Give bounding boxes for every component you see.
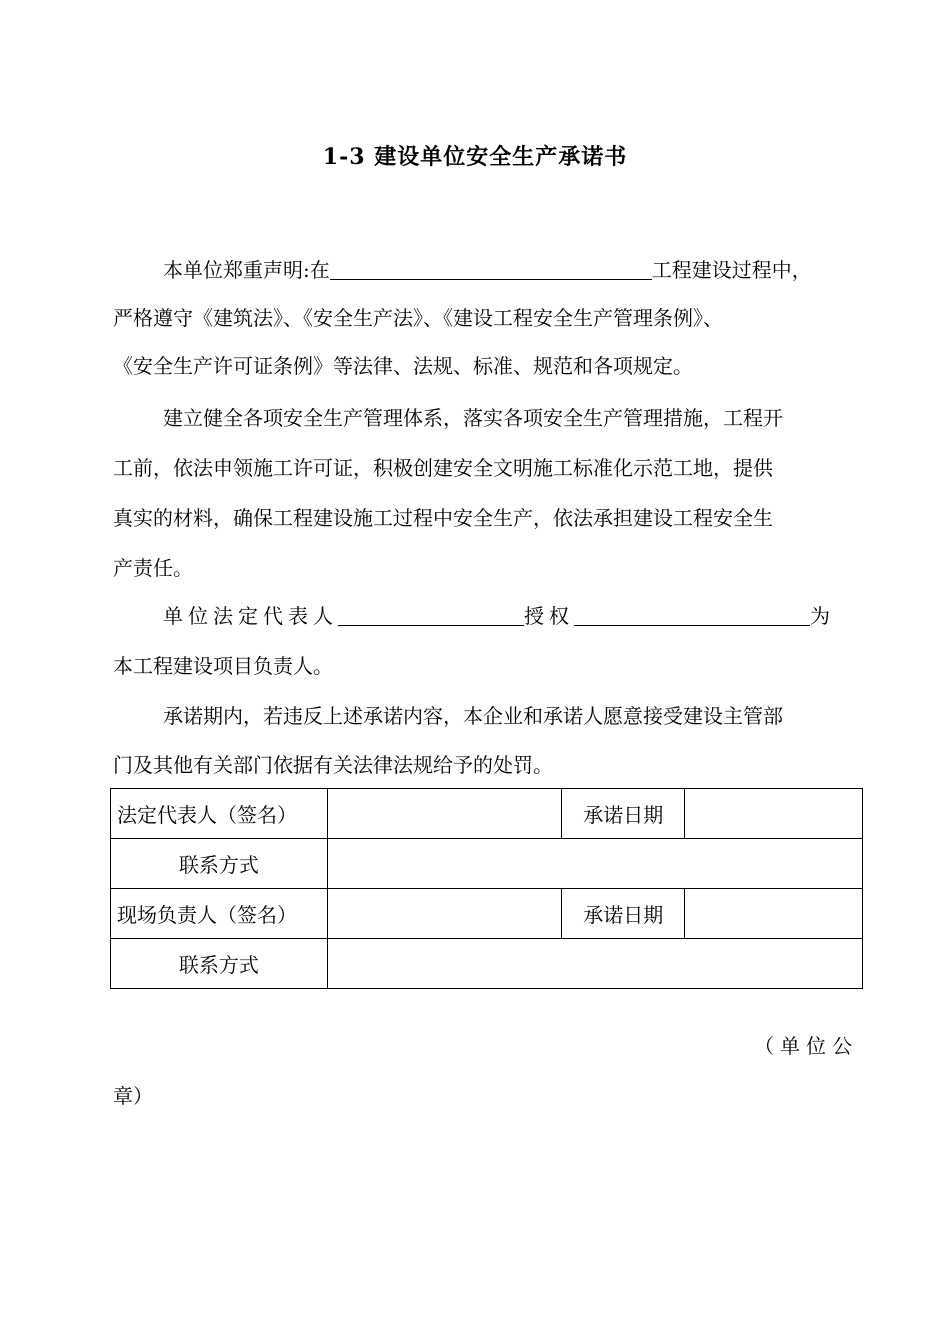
legal-rep-date-cell[interactable] <box>685 789 863 839</box>
seal-note-line1: （单位公 <box>754 1034 858 1058</box>
legal-rep-blank[interactable] <box>338 603 524 626</box>
legal-rep-signature-cell[interactable] <box>327 789 562 839</box>
site-manager-signature-label: 现场负责人（签名） <box>111 889 328 939</box>
table-row <box>111 789 863 839</box>
para1-suffix: 工程建设过程中， <box>651 258 812 282</box>
as-label: 为 <box>810 604 835 628</box>
para2-line3: 真实的材料，确保工程建设施工过程中安全生产，依法承担建设工程安全生 <box>113 506 773 530</box>
legal-rep-contact-cell[interactable] <box>327 839 862 889</box>
site-manager-signature-cell[interactable] <box>327 889 562 939</box>
table-row <box>111 939 863 989</box>
para3-line1 <box>113 603 913 629</box>
site-manager-contact-cell[interactable] <box>327 939 862 989</box>
para1-prefix: 本单位郑重声明:在 <box>163 258 330 282</box>
para1-line1 <box>113 257 913 283</box>
legal-rep-contact-label: 联系方式 <box>111 839 328 889</box>
para2-line1: 建立健全各项安全生产管理体系，落实各项安全生产管理措施，工程开 <box>163 406 783 430</box>
para2-line2: 工前，依法申领施工许可证，积极创建安全文明施工标准化示范工地，提供 <box>113 456 773 480</box>
table-row <box>111 839 863 889</box>
project-name-blank[interactable] <box>330 257 652 280</box>
legal-rep-date-label: 承诺日期 <box>562 789 685 839</box>
para4-line1: 承诺期内，若违反上述承诺内容，本企业和承诺人愿意接受建设主管部 <box>163 704 783 728</box>
para2-line4: 产责任。 <box>113 556 193 580</box>
site-manager-date-cell[interactable] <box>685 889 863 939</box>
site-manager-date-label: 承诺日期 <box>562 889 685 939</box>
para1-line3: 《安全生产许可证条例》等法律、法规、标准、规范和各项规定。 <box>113 354 693 378</box>
table-row <box>111 889 863 939</box>
project-manager-blank[interactable] <box>574 603 810 626</box>
authorize-label: 授权 <box>524 604 574 628</box>
para3-line2: 本工程建设项目负责人。 <box>113 654 333 678</box>
para1-line2: 严格遵守《建筑法》、《安全生产法》、《建设工程安全生产管理条例》、 <box>113 306 723 330</box>
legal-rep-label: 单位法定代表人 <box>163 604 338 628</box>
para4-line2: 门及其他有关部门依据有关法律法规给予的处罚。 <box>113 753 553 777</box>
legal-rep-signature-label: 法定代表人（签名） <box>111 789 328 839</box>
seal-note-line2: 章） <box>113 1084 153 1108</box>
signature-table <box>110 788 863 989</box>
document-title: 1-3 建设单位安全生产承诺书 <box>322 144 628 170</box>
site-manager-contact-label: 联系方式 <box>111 939 328 989</box>
